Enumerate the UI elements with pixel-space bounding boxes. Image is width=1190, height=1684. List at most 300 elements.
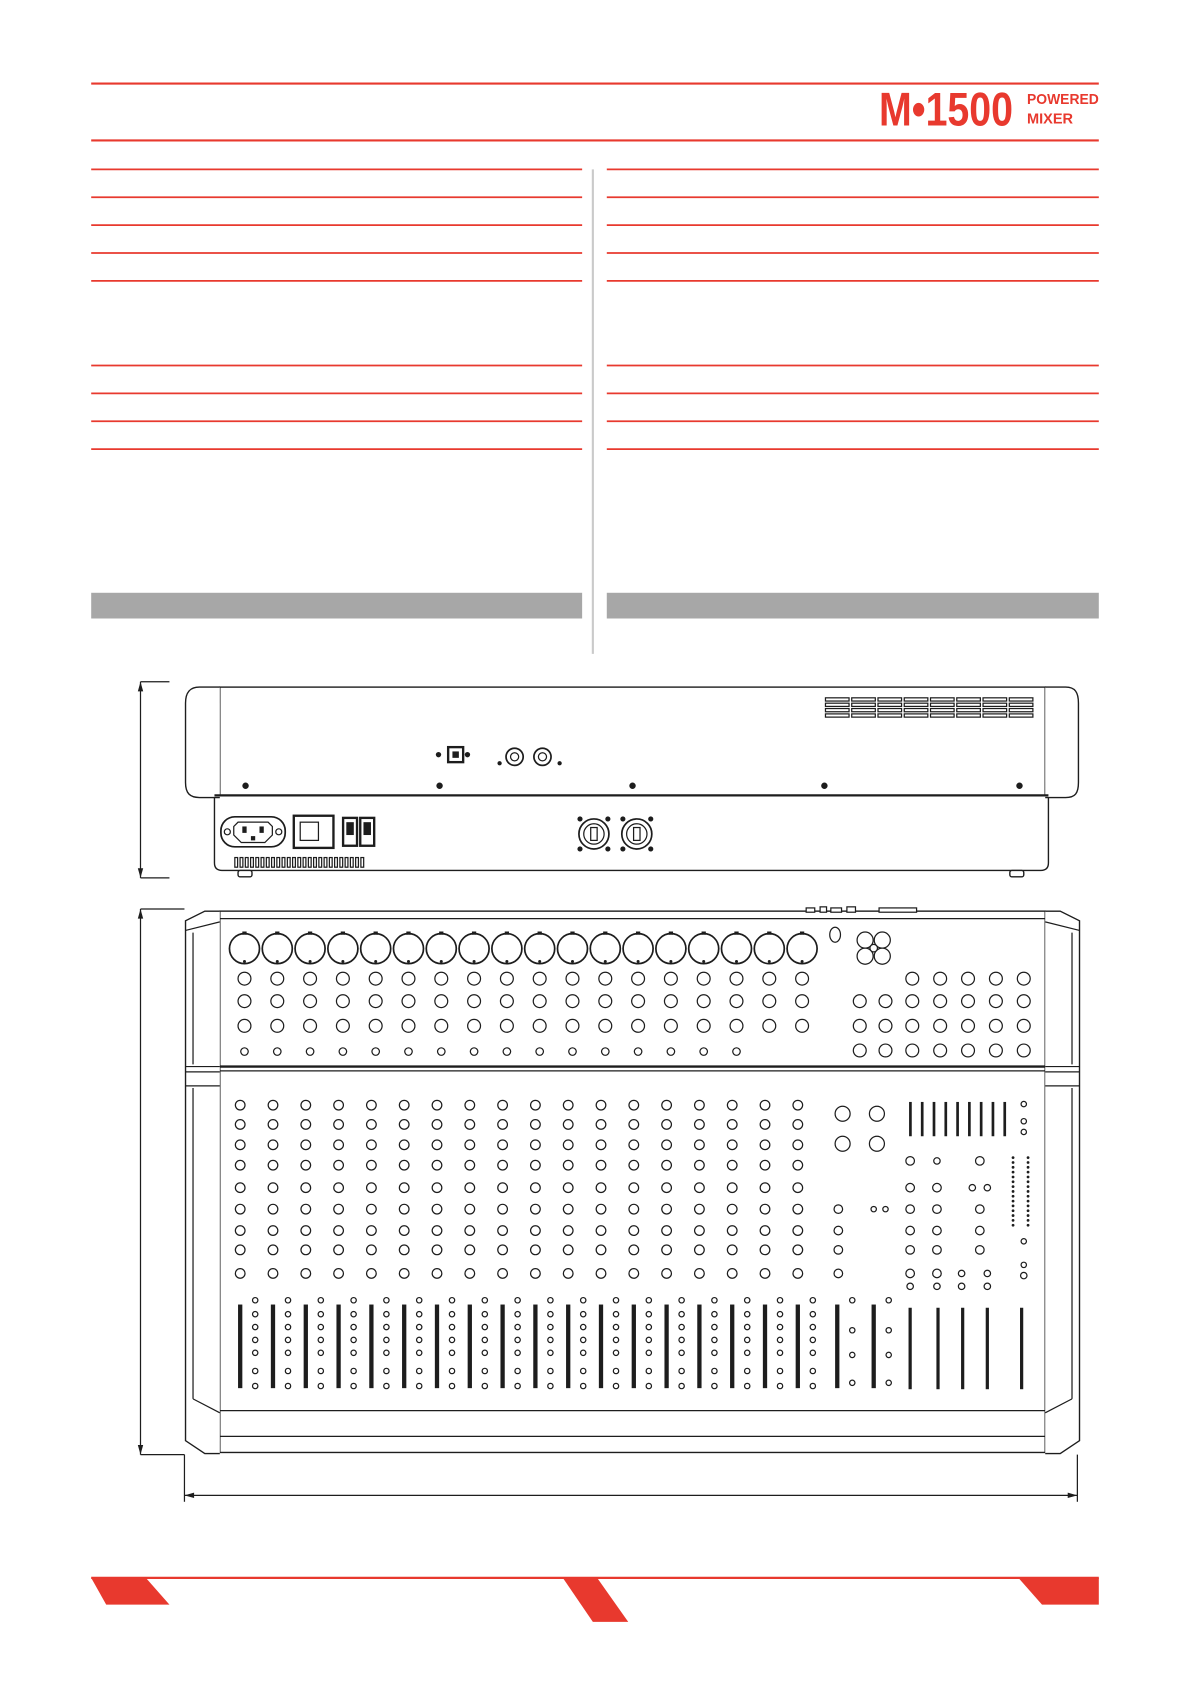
jack-socket-icon — [506, 748, 523, 765]
insert-point — [470, 1048, 478, 1056]
channel-knob — [301, 1245, 311, 1255]
channel-knob — [629, 1245, 639, 1255]
meter-led — [1027, 1180, 1030, 1183]
channel-knob — [727, 1120, 737, 1130]
channel-led — [712, 1324, 717, 1329]
channel-led — [449, 1383, 454, 1388]
input-jack — [369, 995, 382, 1008]
channel-led — [417, 1324, 422, 1329]
insert-point — [306, 1048, 314, 1056]
xlr-input-icon — [229, 934, 259, 964]
insert-point — [339, 1048, 347, 1056]
left-section-bar — [91, 593, 582, 619]
channel-knob — [793, 1269, 803, 1279]
master-control-knob — [834, 1205, 843, 1214]
insert-point — [438, 1048, 446, 1056]
channel-knob — [399, 1100, 409, 1110]
top-view-drawing — [138, 907, 1080, 1502]
channel-led — [745, 1312, 750, 1317]
channel-knob — [531, 1140, 541, 1150]
channel-knob — [563, 1183, 573, 1193]
channel-led — [318, 1324, 323, 1329]
xlr-input-icon — [557, 934, 587, 964]
master-control-knob — [906, 1205, 915, 1214]
channel-led — [646, 1350, 651, 1355]
channel-knob — [662, 1204, 672, 1214]
channel-led — [449, 1324, 454, 1329]
input-jack — [730, 972, 743, 985]
xlr-marker — [768, 960, 771, 963]
input-jack — [796, 1019, 809, 1032]
meter-led — [1012, 1224, 1015, 1227]
xlr-marker — [604, 960, 607, 963]
channel-knob — [793, 1204, 803, 1214]
channel-led — [810, 1350, 815, 1355]
channel-knob — [563, 1245, 573, 1255]
meter-led — [1012, 1180, 1015, 1183]
xlr-input-icon — [754, 934, 784, 964]
output-jack — [934, 995, 947, 1008]
master-fader-slot — [936, 1308, 939, 1389]
master-fader-slot — [909, 1308, 912, 1389]
graphic-eq-slot — [1003, 1102, 1006, 1136]
channel-led — [646, 1337, 651, 1342]
xlr-marker — [341, 960, 344, 963]
return-fader-slot — [872, 1305, 876, 1389]
channel-led — [417, 1368, 422, 1373]
channel-led — [318, 1383, 323, 1388]
channel-knob — [563, 1226, 573, 1236]
channel-led — [613, 1337, 618, 1342]
return-button — [886, 1380, 891, 1385]
input-jack — [336, 1019, 349, 1032]
channel-led — [581, 1350, 586, 1355]
master-fader-slot — [986, 1308, 989, 1389]
xlr-latch — [242, 932, 246, 935]
input-jack — [468, 995, 481, 1008]
graphic-eq-slot — [944, 1102, 947, 1136]
channel-knob — [465, 1140, 475, 1150]
xlr-marker — [407, 960, 410, 963]
input-jack — [730, 1019, 743, 1032]
meter-led — [1012, 1156, 1015, 1159]
channel-knob — [793, 1100, 803, 1110]
channel-fader-slot — [402, 1305, 406, 1389]
channel-led — [679, 1337, 684, 1342]
channel-knob — [727, 1140, 737, 1150]
xlr-input-icon — [361, 934, 391, 964]
input-jack — [632, 1019, 645, 1032]
channel-knob — [727, 1226, 737, 1236]
channel-led — [351, 1368, 356, 1373]
panel-screw — [821, 783, 827, 789]
channel-led — [581, 1312, 586, 1317]
master-control-knob — [906, 1226, 915, 1235]
output-jack — [989, 972, 1002, 985]
meter-button — [1021, 1239, 1026, 1244]
channel-button — [613, 1298, 618, 1303]
channel-led — [253, 1312, 258, 1317]
meter-led — [1027, 1171, 1030, 1174]
xlr-marker — [735, 960, 738, 963]
rubber-foot — [238, 870, 252, 876]
channel-knob — [367, 1226, 377, 1236]
speakon-mount-hole — [648, 846, 653, 851]
input-jack — [664, 972, 677, 985]
channel-knob — [793, 1160, 803, 1170]
meter-led — [1012, 1185, 1015, 1188]
output-jack — [879, 995, 892, 1008]
insert-point — [405, 1048, 413, 1056]
rear-edge-connector — [879, 908, 917, 912]
input-jack — [402, 972, 415, 985]
channel-led — [318, 1312, 323, 1317]
xlr-input-icon — [590, 934, 620, 964]
channel-knob — [662, 1226, 672, 1236]
xlr-latch — [341, 932, 345, 935]
meter-led — [1027, 1190, 1030, 1193]
channel-knob — [760, 1183, 770, 1193]
channel-led — [581, 1368, 586, 1373]
panel-screw — [242, 783, 248, 789]
meter-led — [1027, 1195, 1030, 1198]
insert-point — [536, 1048, 544, 1056]
master-control-knob — [984, 1283, 990, 1289]
xlr-latch — [538, 932, 542, 935]
channel-led — [712, 1312, 717, 1317]
output-jack — [1017, 1044, 1030, 1057]
master-control-knob — [906, 1157, 915, 1166]
channel-led — [449, 1350, 454, 1355]
channel-led — [745, 1337, 750, 1342]
channel-knob — [268, 1100, 278, 1110]
channel-led — [679, 1383, 684, 1388]
channel-led — [482, 1368, 487, 1373]
channel-led — [646, 1312, 651, 1317]
logo-model-name: M•1500 — [879, 82, 1014, 136]
output-jack — [989, 1019, 1002, 1032]
input-jack — [238, 995, 251, 1008]
meter-button — [1021, 1119, 1026, 1124]
channel-fader-slot — [468, 1305, 472, 1389]
graphic-eq-slot — [909, 1102, 912, 1136]
output-jack — [853, 1019, 866, 1032]
channel-knob — [531, 1120, 541, 1130]
footer-center-tab — [563, 1578, 628, 1622]
xlr-latch — [800, 932, 804, 935]
channel-knob — [235, 1100, 245, 1110]
input-jack — [796, 972, 809, 985]
channel-knob — [235, 1269, 245, 1279]
input-jack — [402, 1019, 415, 1032]
channel-knob — [334, 1140, 344, 1150]
channel-knob — [662, 1245, 672, 1255]
right-end-cap — [1045, 687, 1078, 797]
channel-knob — [531, 1245, 541, 1255]
logo-tagline-powered: POWERED — [1026, 90, 1099, 108]
xlr-marker — [309, 960, 312, 963]
output-jack — [962, 1019, 975, 1032]
channel-knob — [367, 1160, 377, 1170]
master-knob — [835, 1136, 850, 1151]
channel-knob — [596, 1140, 606, 1150]
master-control-knob — [976, 1157, 985, 1166]
channel-knob — [235, 1160, 245, 1170]
channel-knob — [695, 1245, 705, 1255]
channel-knob — [695, 1226, 705, 1236]
channel-knob — [334, 1269, 344, 1279]
meter-led — [1027, 1161, 1030, 1164]
input-jack — [599, 1019, 612, 1032]
channel-led — [384, 1312, 389, 1317]
channel-knob — [399, 1245, 409, 1255]
return-button — [850, 1352, 855, 1357]
channel-knob — [760, 1226, 770, 1236]
channel-led — [285, 1324, 290, 1329]
page-header — [91, 82, 1099, 140]
channel-led — [679, 1324, 684, 1329]
master-control-knob — [834, 1226, 843, 1235]
jack-marker-dot — [497, 761, 501, 765]
channel-led — [384, 1324, 389, 1329]
channel-fader-slot — [533, 1305, 537, 1389]
channel-knob — [563, 1160, 573, 1170]
channel-knob — [695, 1100, 705, 1110]
channel-knob — [662, 1269, 672, 1279]
left-side-cap — [186, 911, 220, 1453]
channel-knob — [727, 1160, 737, 1170]
channel-led — [253, 1350, 258, 1355]
channel-knob — [760, 1204, 770, 1214]
channel-knob — [629, 1140, 639, 1150]
xlr-marker — [473, 960, 476, 963]
channel-led — [515, 1350, 520, 1355]
channel-knob — [432, 1183, 442, 1193]
channel-fader-slot — [336, 1305, 340, 1389]
channel-button — [745, 1298, 750, 1303]
channel-knob — [629, 1204, 639, 1214]
channel-knob — [465, 1245, 475, 1255]
xlr-marker — [702, 960, 705, 963]
xlr-latch — [734, 932, 738, 935]
channel-knob — [432, 1100, 442, 1110]
logo-tagline-mixer: MIXER — [1026, 110, 1074, 128]
channel-led — [515, 1337, 520, 1342]
xlr-input-icon — [623, 934, 653, 964]
channel-knob — [399, 1204, 409, 1214]
channel-knob — [235, 1204, 245, 1214]
master-control-knob — [976, 1205, 985, 1214]
rear-edge-connector — [820, 907, 826, 912]
channel-knob — [662, 1100, 672, 1110]
master-control-knob — [907, 1283, 913, 1289]
channel-led — [548, 1337, 553, 1342]
channel-fader-slot — [763, 1305, 767, 1389]
output-jack — [853, 995, 866, 1008]
xlr-latch — [275, 932, 279, 935]
channel-knob — [596, 1120, 606, 1130]
meter-led — [1027, 1200, 1030, 1203]
xlr-latch — [472, 932, 476, 935]
channel-knob — [367, 1204, 377, 1214]
jack-marker-dot — [557, 761, 561, 765]
output-jack — [1017, 995, 1030, 1008]
output-jack — [906, 995, 919, 1008]
channel-led — [351, 1324, 356, 1329]
meter-led — [1012, 1166, 1015, 1169]
return-button — [850, 1298, 855, 1303]
panel-screw — [629, 783, 635, 789]
insert-point — [667, 1048, 675, 1056]
channel-knob — [498, 1245, 508, 1255]
channel-knob — [399, 1269, 409, 1279]
channel-led — [777, 1368, 782, 1373]
master-control-knob — [984, 1270, 990, 1276]
toggle-lever — [346, 822, 354, 835]
panel-screw — [436, 783, 442, 789]
xlr-marker — [538, 960, 541, 963]
channel-knob — [695, 1269, 705, 1279]
channel-knob — [793, 1245, 803, 1255]
channel-knob — [629, 1226, 639, 1236]
channel-led — [745, 1383, 750, 1388]
channel-knob — [399, 1120, 409, 1130]
channel-led — [613, 1350, 618, 1355]
meter-led — [1027, 1205, 1030, 1208]
channel-led — [253, 1368, 258, 1373]
channel-led — [285, 1350, 290, 1355]
input-jack — [533, 1019, 546, 1032]
channel-knob — [301, 1160, 311, 1170]
channel-led — [613, 1368, 618, 1373]
output-jack — [906, 1019, 919, 1032]
channel-led — [482, 1350, 487, 1355]
channel-led — [417, 1312, 422, 1317]
channel-led — [449, 1368, 454, 1373]
meter-led — [1012, 1195, 1015, 1198]
master-knob — [869, 1106, 884, 1121]
input-jack — [336, 995, 349, 1008]
input-jack — [435, 972, 448, 985]
channel-knob — [662, 1183, 672, 1193]
master-control-knob — [933, 1205, 942, 1214]
channel-led — [253, 1383, 258, 1388]
channel-knob — [465, 1226, 475, 1236]
master-control-knob — [834, 1269, 843, 1278]
channel-led — [515, 1383, 520, 1388]
channel-led — [253, 1324, 258, 1329]
xlr-input-icon — [426, 934, 456, 964]
meter-led — [1027, 1209, 1030, 1212]
channel-knob — [334, 1245, 344, 1255]
meter-led — [1027, 1214, 1030, 1217]
channel-knob — [465, 1120, 475, 1130]
right-side-cap — [1045, 911, 1079, 1453]
channel-button — [777, 1298, 782, 1303]
graphic-eq-slot — [956, 1102, 959, 1136]
input-jack — [599, 995, 612, 1008]
channel-led — [646, 1368, 651, 1373]
channel-led — [777, 1324, 782, 1329]
input-jack — [304, 972, 317, 985]
channel-knob — [793, 1183, 803, 1193]
meter-led — [1012, 1219, 1015, 1222]
channel-led — [482, 1337, 487, 1342]
channel-button — [285, 1298, 290, 1303]
channel-knob — [695, 1183, 705, 1193]
output-jack — [934, 1044, 947, 1057]
channel-led — [679, 1312, 684, 1317]
channel-knob — [268, 1183, 278, 1193]
input-jack — [632, 995, 645, 1008]
channel-knob — [399, 1140, 409, 1150]
channel-knob — [498, 1120, 508, 1130]
speakon-mount-hole — [577, 846, 582, 851]
channel-knob — [760, 1269, 770, 1279]
channel-knob — [596, 1204, 606, 1214]
channel-fader-slot — [730, 1305, 734, 1389]
channel-led — [777, 1383, 782, 1388]
input-jack — [369, 972, 382, 985]
channel-knob — [531, 1269, 541, 1279]
insert-point — [503, 1048, 511, 1056]
output-jack — [989, 995, 1002, 1008]
channel-led — [318, 1368, 323, 1373]
channel-led — [613, 1383, 618, 1388]
channel-knob — [399, 1226, 409, 1236]
channel-led — [351, 1312, 356, 1317]
channel-knob — [498, 1140, 508, 1150]
channel-knob — [695, 1204, 705, 1214]
mounting-screw — [276, 829, 282, 835]
channel-knob — [563, 1269, 573, 1279]
channel-led — [613, 1312, 618, 1317]
meter-button — [1021, 1262, 1026, 1267]
insert-point — [274, 1048, 282, 1056]
channel-led — [384, 1383, 389, 1388]
channel-knob — [367, 1245, 377, 1255]
xlr-input-icon — [689, 934, 719, 964]
xlr-input-icon — [525, 934, 555, 964]
master-control-knob — [933, 1226, 942, 1235]
channel-led — [384, 1368, 389, 1373]
channel-knob — [760, 1140, 770, 1150]
led-indicator — [436, 752, 441, 757]
master-control-knob — [958, 1270, 964, 1276]
speakon-mount-hole — [577, 816, 582, 821]
channel-button — [482, 1298, 487, 1303]
channel-button — [253, 1298, 258, 1303]
spec-columns — [91, 169, 1099, 654]
panel-screw — [1016, 783, 1022, 789]
channel-button — [679, 1298, 684, 1303]
channel-knob — [531, 1183, 541, 1193]
insert-point — [569, 1048, 577, 1056]
footer-right-tab — [1018, 1578, 1098, 1605]
channel-knob — [301, 1120, 311, 1130]
xlr-marker — [374, 960, 377, 963]
xlr-input-icon — [787, 934, 817, 964]
channel-led — [449, 1337, 454, 1342]
channel-led — [548, 1312, 553, 1317]
channel-knob — [596, 1269, 606, 1279]
channel-knob — [235, 1120, 245, 1130]
xlr-input-icon — [295, 934, 325, 964]
master-control-knob — [933, 1246, 942, 1255]
channel-button — [318, 1298, 323, 1303]
xlr-input-icon — [459, 934, 489, 964]
channel-knob — [695, 1140, 705, 1150]
